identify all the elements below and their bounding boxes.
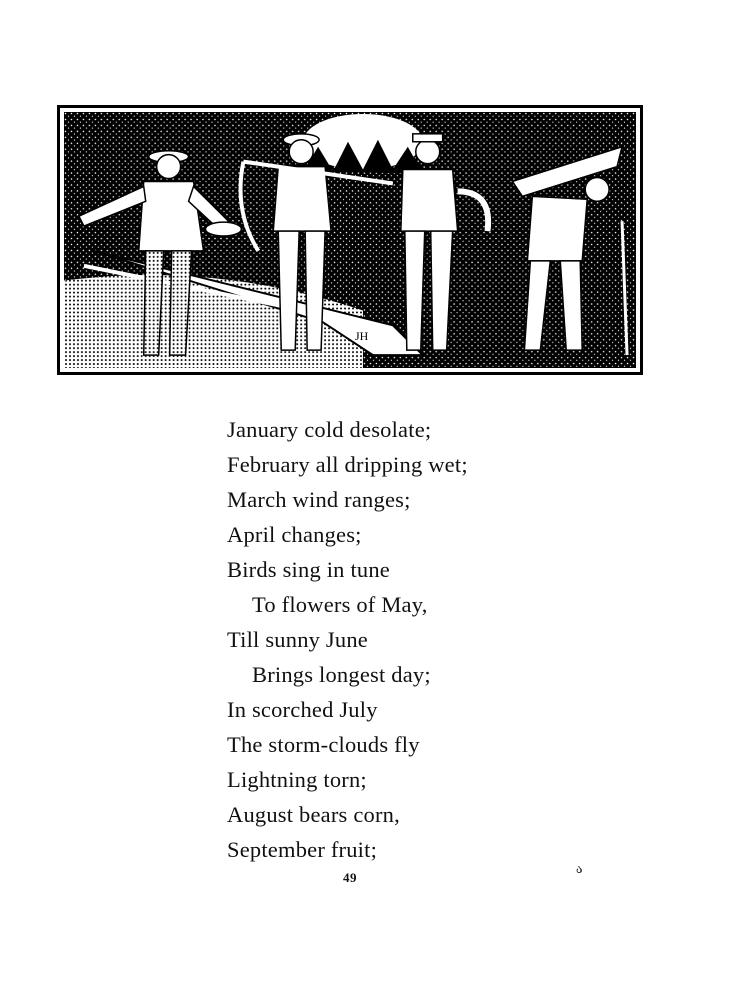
poem-line: The storm-clouds fly	[227, 732, 420, 757]
monogram-text: JH	[354, 329, 369, 344]
woodcut-illustration	[57, 105, 643, 375]
poem-line: April changes;	[227, 522, 362, 547]
poem-line: February all dripping wet;	[227, 452, 468, 477]
farm-workers-icon	[64, 112, 636, 368]
poem	[227, 412, 557, 867]
poem-line: September fruit;	[227, 837, 378, 862]
page-number: 49	[343, 870, 357, 885]
poem-line: Lightning torn;	[227, 767, 367, 792]
poem-line: Birds sing in tune	[227, 557, 390, 582]
stray-mark: ა	[576, 862, 583, 876]
poem-line: March wind ranges;	[227, 487, 411, 512]
poem-line: Till sunny June	[227, 627, 368, 652]
poem-line: To flowers of May,	[252, 592, 428, 617]
poem-line: August bears corn,	[227, 802, 400, 827]
poem-line: In scorched July	[227, 697, 378, 722]
poem-line: January cold desolate;	[227, 417, 432, 442]
poem-line: Brings longest day;	[252, 662, 431, 687]
